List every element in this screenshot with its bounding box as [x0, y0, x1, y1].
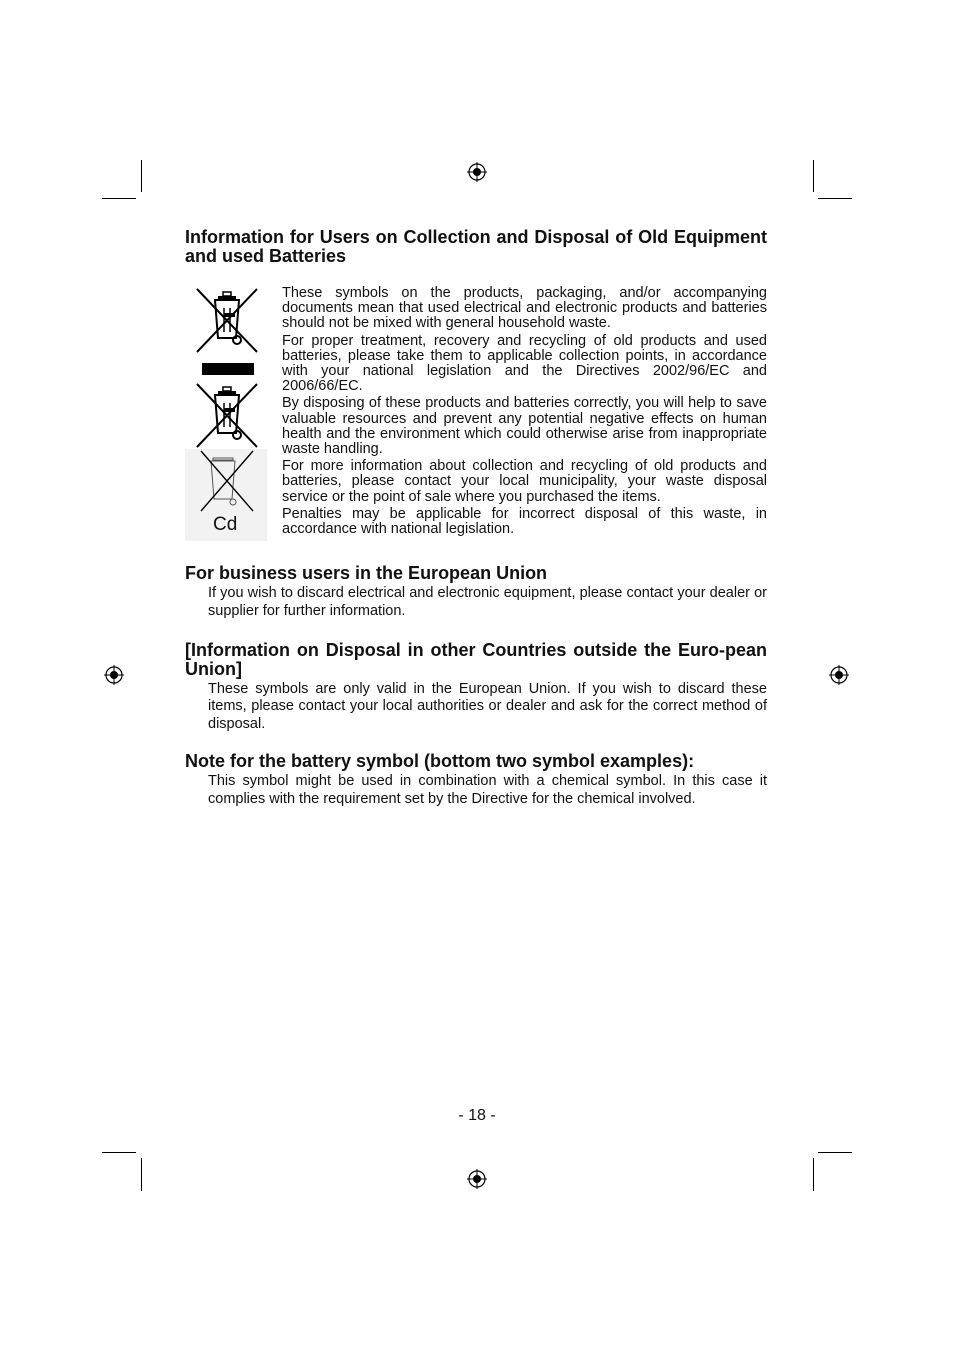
- paragraph: Penalties may be applicable for incorrect disposal of this waste, in accordance with national legislation.: [282, 505, 767, 538]
- section-body: These symbols are only valid in the European Union. If you wish to discard these items, please contact your local authorities or dealer and ask for the correct method of disposal.: [208, 680, 767, 733]
- section-heading: For business users in the European Union: [185, 563, 548, 583]
- separate-collection-bar: [202, 363, 254, 375]
- chemical-symbol: Cd: [213, 514, 238, 535]
- crop-mark: [141, 160, 142, 192]
- section-battery-note: [185, 752, 767, 809]
- registration-mark-icon: [467, 162, 487, 182]
- crop-mark: [818, 198, 852, 199]
- paragraph: By disposing of these products and batteries correctly, you will help to save valuable resources and prevent any potential negative effects on human health and the environment which could otherwise arise from inappropriate waste handling.: [282, 395, 767, 458]
- symbols-description: [282, 286, 767, 539]
- crossed-bin-icon: [185, 383, 275, 451]
- page-content: [185, 228, 767, 809]
- paragraph: For proper treatment, recovery and recycling of old products and used batteries, please take them to applicable collection points, in accordance with your national legislation and the Directives 2002/96/EC and 2006/66/EC.: [282, 332, 767, 395]
- symbols-column: [185, 286, 275, 541]
- crop-mark: [818, 1152, 852, 1153]
- crossed-bin-icon: [185, 449, 267, 515]
- battery-symbol: [185, 449, 267, 541]
- section-business-users: [185, 564, 767, 621]
- page-number: - 18 -: [458, 1107, 496, 1124]
- page-title: Information for Users on Collection and Disposal of Old Equipment and used Batteries: [185, 227, 767, 266]
- crop-mark: [102, 1152, 136, 1153]
- section-body: If you wish to discard electrical and electronic equipment, please contact your dealer or supplier for further information.: [208, 585, 767, 619]
- registration-mark-icon: [104, 665, 124, 685]
- paragraph: These symbols on the products, packaging, and/or accompanying documents mean that used electrical and electronic products and batteries should not be mixed with general household waste.: [282, 285, 767, 332]
- section-heading: [Information on Disposal in other Countries outside the Euro-pean Union]: [185, 639, 767, 679]
- crop-mark: [813, 1158, 814, 1191]
- paragraph: For more information about collection and recycling of old products and batteries, please contact your local municipality, your waste disposal service or the point of sale where you purchased the items.: [282, 458, 767, 505]
- crossed-bin-icon: [185, 286, 275, 356]
- registration-mark-icon: [829, 665, 849, 685]
- crop-mark: [102, 198, 136, 199]
- section-outside-eu: [185, 641, 767, 734]
- section-body: This symbol might be used in combination with a chemical symbol. In this case it complies with the requirement set by the Directive for the chemical involved.: [208, 772, 767, 807]
- registration-mark-icon: [467, 1169, 487, 1189]
- crop-mark: [813, 160, 814, 192]
- crop-mark: [141, 1158, 142, 1191]
- section-heading: Note for the battery symbol (bottom two symbol examples):: [185, 750, 695, 771]
- symbols-block: [185, 286, 767, 548]
